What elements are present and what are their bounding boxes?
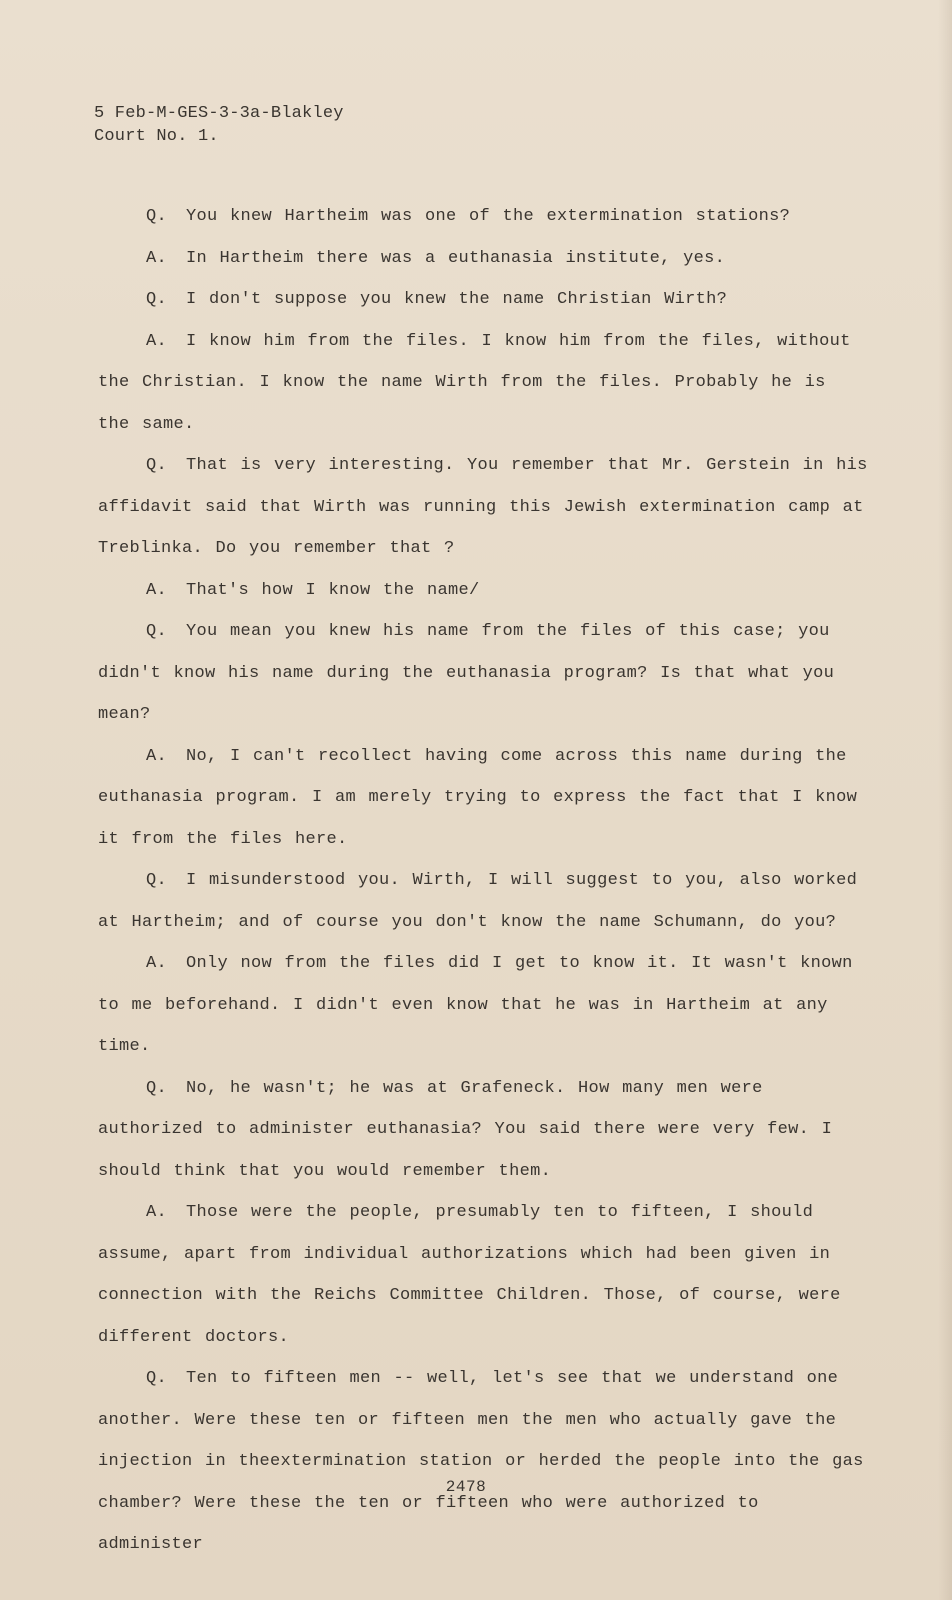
- transcript-paragraph: [98, 860, 868, 943]
- speaker-label: Q.: [146, 456, 168, 475]
- paragraph-text: Those were the people, presumably ten to fifteen, I should assume, apart from individual authorizations which had been given in connection with the Reichs Committee Children. Those, of course, were different doctors.: [98, 1203, 841, 1347]
- transcript-paragraph: [98, 611, 868, 736]
- transcript-paragraph: [98, 321, 868, 446]
- page-number: 2478: [445, 1478, 487, 1496]
- document-header: [94, 102, 344, 148]
- speaker-label: Q.: [146, 290, 168, 309]
- transcript-paragraph: [98, 196, 868, 238]
- document-reference: 5 Feb-M-GES-3-3a-Blakley: [94, 104, 344, 123]
- paragraph-text: In Hartheim there was a euthanasia institute, yes.: [186, 248, 726, 268]
- speaker-label: A.: [146, 746, 168, 766]
- transcript-paragraph: [98, 736, 868, 861]
- speaker-label: A.: [146, 331, 168, 351]
- speaker-label: A.: [146, 1203, 168, 1222]
- paragraph-text: Ten to fifteen men -- well, let's see that we understand one another. Were these ten or fifteen men the men who actually gave the injection in theextermination station or herded the people into the gas chamber? Were these the ten or fifteen who were authorized to administer: [98, 1369, 864, 1554]
- paragraph-text: Only now from the files did I get to know it. It wasn't known to me beforehand. I didn't even know that he was in Hartheim at any time.: [98, 954, 853, 1056]
- transcript-paragraph: [98, 279, 868, 321]
- paragraph-text: You knew Hartheim was one of the extermination stations?: [186, 207, 791, 226]
- transcript-body: [98, 196, 868, 1566]
- paragraph-text: I don't suppose you knew the name Christian Wirth?: [186, 290, 728, 309]
- court-number: Court No. 1.: [94, 127, 219, 146]
- paragraph-text: That is very interesting. You remember that Mr. Gerstein in his affidavit said that Wirth was running this Jewish extermination camp at Treblinka. Do you remember that ?: [98, 456, 868, 558]
- transcript-paragraph: [98, 1068, 868, 1193]
- transcript-paragraph: [98, 1358, 868, 1566]
- paragraph-text: No, he wasn't; he was at Grafeneck. How many men were authorized to administer euthanasia? You said there were very few. I should think that you would remember them.: [98, 1078, 833, 1181]
- paragraph-text: I know him from the files. I know him from the files, without the Christian. I know the name Wirth from the files. Probably he is the same.: [98, 331, 851, 434]
- paragraph-text: No, I can't recollect having come across this name during the euthanasia program. I am merely trying to express the fact that I know it from the files here.: [98, 746, 858, 849]
- page-edge-shadow: [938, 0, 952, 1600]
- transcript-paragraph: [98, 238, 868, 280]
- speaker-label: Q.: [146, 1369, 168, 1388]
- paragraph-text: I misunderstood you. Wirth, I will suggest to you, also worked at Hartheim; and of course you don't know the name Schumann, do you?: [98, 871, 858, 932]
- paragraph-text: You mean you knew his name from the files of this case; you didn't know his name during the euthanasia program? Is that what you mean?: [98, 622, 835, 724]
- speaker-label: Q.: [146, 207, 168, 226]
- paragraph-text: That's how I know the name/: [186, 580, 480, 600]
- transcript-paragraph: [98, 1192, 868, 1358]
- speaker-label: Q.: [146, 871, 168, 890]
- transcript-paragraph: [98, 943, 868, 1068]
- transcript-paragraph: [98, 445, 868, 570]
- speaker-label: Q.: [146, 622, 168, 641]
- transcript-paragraph: [98, 570, 868, 612]
- speaker-label: A.: [146, 248, 168, 268]
- speaker-label: Q.: [146, 1078, 168, 1098]
- speaker-label: A.: [146, 954, 168, 973]
- speaker-label: A.: [146, 580, 168, 600]
